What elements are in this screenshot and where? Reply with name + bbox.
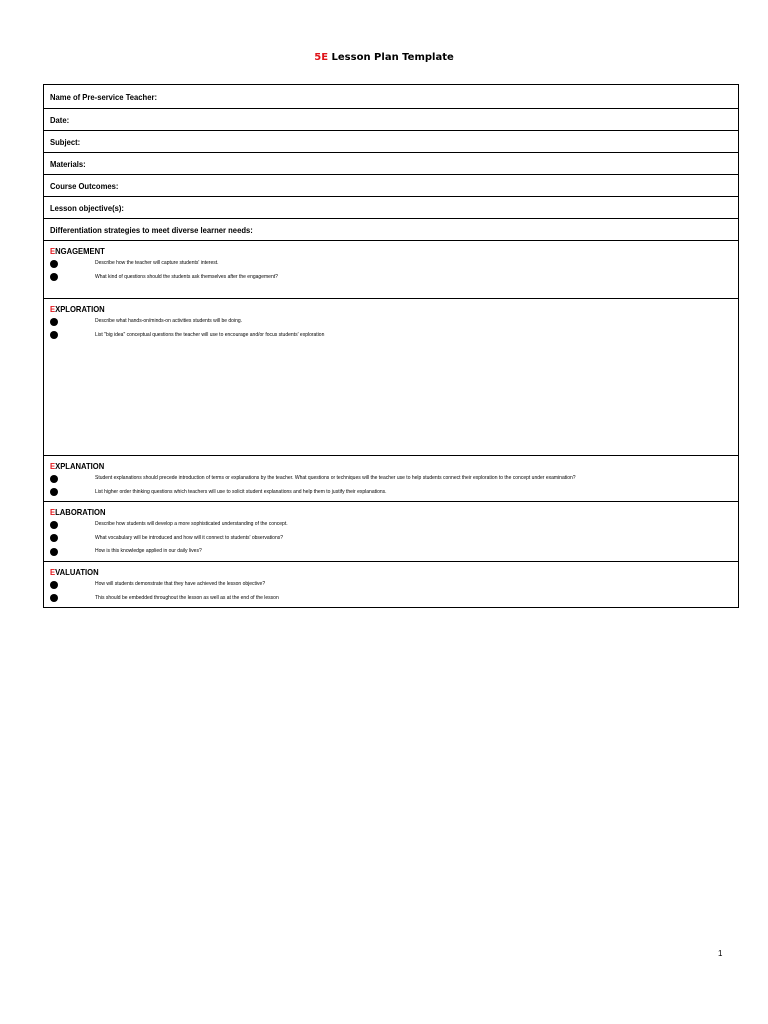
bullet-text: List higher order thinking questions which teachers will use to solicit student explanations and help them to justify their explanations. — [95, 488, 387, 495]
bullet-item — [50, 518, 738, 532]
bullet-icon — [50, 331, 58, 339]
section-heading — [50, 304, 738, 315]
bullet-icon — [50, 475, 58, 483]
bullet-item — [50, 315, 738, 329]
section-elaboration[interactable] — [44, 502, 739, 562]
bullet-item — [50, 532, 738, 546]
field-differentiation[interactable] — [44, 219, 739, 241]
bullet-item — [50, 486, 738, 500]
field-label: Date: — [50, 114, 70, 125]
bullet-text: Describe what hands-on/minds-on activities students will be doing. — [95, 318, 243, 324]
bullet-text: List "big idea" conceptual questions the teacher will use to encourage and/or focus students' exploration — [95, 331, 325, 338]
section-heading — [50, 507, 738, 518]
bullet-icon — [50, 534, 58, 542]
field-course-outcomes[interactable] — [44, 175, 739, 197]
bullet-icon — [50, 273, 58, 281]
section-engagement[interactable] — [44, 241, 739, 299]
bullet-icon — [50, 521, 58, 529]
bullet-icon — [50, 318, 58, 326]
field-label: Name of Pre-service Teacher: — [50, 91, 158, 102]
section-initial: E — [50, 461, 56, 471]
field-date[interactable] — [44, 109, 739, 131]
field-materials[interactable] — [44, 153, 739, 175]
bullet-icon — [50, 548, 58, 556]
bullet-item — [50, 545, 738, 559]
bullet-item — [50, 271, 738, 285]
bullet-text: Describe how the teacher will capture students' interest. — [95, 260, 219, 266]
bullet-text: Student explanations should precede introduction of terms or explanations by the teacher. What questions or techniques will the teacher use to help students connect their exploration to the concept under examination? — [95, 475, 576, 481]
title-letter: E — [321, 52, 329, 63]
section-explanation[interactable] — [44, 456, 739, 502]
field-label: Materials: — [50, 158, 86, 169]
bullet-icon — [50, 581, 58, 589]
field-subject[interactable] — [44, 131, 739, 153]
bullet-item — [50, 472, 738, 486]
title-text: Lesson Plan Template — [328, 52, 454, 63]
section-title: XPLANATION — [55, 461, 105, 471]
bullet-icon — [50, 594, 58, 602]
section-initial: E — [50, 304, 56, 314]
field-label: Differentiation strategies to meet diverse learner needs: — [50, 224, 253, 235]
section-title: VALUATION — [55, 567, 99, 577]
bullet-item — [50, 578, 738, 592]
section-evaluation[interactable] — [44, 562, 739, 608]
field-teacher-name[interactable] — [44, 85, 739, 109]
bullet-icon — [50, 260, 58, 268]
field-label: Lesson objective(s): — [50, 202, 124, 213]
section-initial: E — [50, 567, 56, 577]
section-title: NGAGEMENT — [55, 246, 105, 256]
section-heading — [50, 246, 738, 257]
bullet-text: This should be embedded throughout the lesson as well as at the end of the lesson — [95, 594, 279, 601]
bullet-text: How is this knowledge applied in our daily lives? — [95, 548, 202, 554]
lesson-plan-table — [43, 84, 739, 608]
field-label: Course Outcomes: — [50, 180, 119, 191]
title-number: 5 — [314, 52, 322, 63]
bullet-item — [50, 329, 738, 343]
section-initial: E — [50, 246, 56, 256]
page-number: 1 — [718, 949, 723, 958]
bullet-item — [50, 257, 738, 271]
bullet-icon — [50, 488, 58, 496]
section-title: XPLORATION — [55, 304, 105, 314]
bullet-text: How will students demonstrate that they have achieved the lesson objective? — [95, 581, 266, 587]
section-heading — [50, 461, 738, 472]
section-exploration[interactable] — [44, 299, 739, 456]
section-heading — [50, 567, 738, 578]
bullet-item — [50, 592, 738, 606]
bullet-text: Describe how students will develop a more sophisticated understanding of the concept. — [95, 521, 288, 527]
bullet-text: What kind of questions should the students ask themselves after the engagement? — [95, 273, 278, 280]
section-title: LABORATION — [55, 507, 106, 517]
document-title — [0, 52, 768, 63]
bullet-text: What vocabulary will be introduced and how will it connect to students' observations? — [95, 534, 284, 541]
section-initial: E — [50, 507, 56, 517]
field-label: Subject: — [50, 136, 81, 147]
field-lesson-objectives[interactable] — [44, 197, 739, 219]
